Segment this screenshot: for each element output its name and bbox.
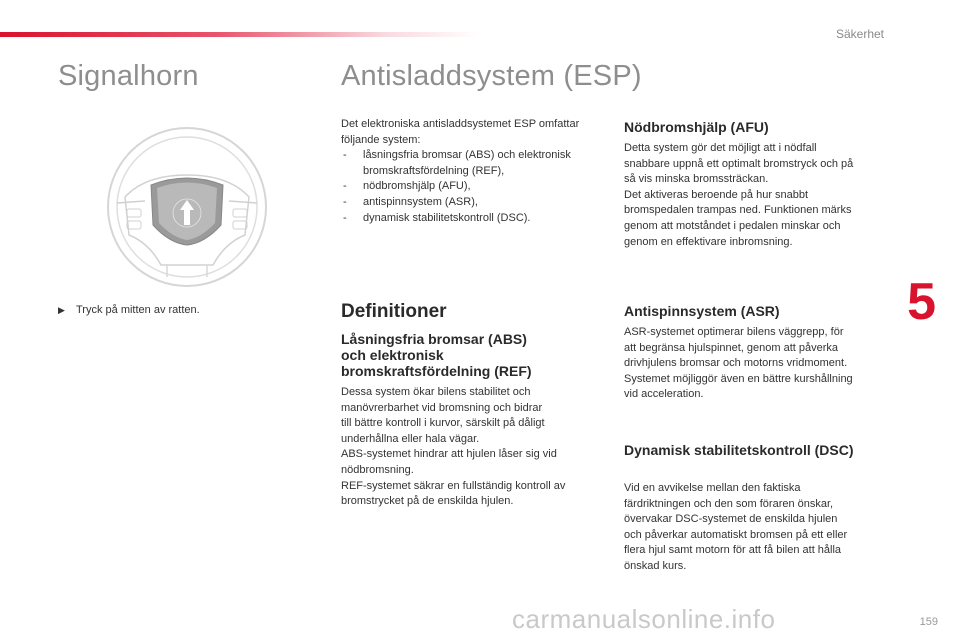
chapter-number: 5	[907, 273, 936, 331]
bullet-arrow-icon: ▶	[58, 305, 65, 315]
dsc-heading: Dynamisk stabilitetskontroll (DSC)	[624, 442, 854, 458]
abs-heading: Låsningsfria bromsar (ABS) och elektronisk bromskraftsfördelning (REF)	[341, 331, 532, 379]
esp-intro: Det elektroniska antisladdsystemet ESP omfattar följande system:	[341, 118, 580, 146]
page-number: 159	[919, 616, 938, 628]
esp-intro-block	[341, 117, 603, 226]
definitions-title: Definitioner	[341, 301, 447, 322]
esp-system-list	[341, 148, 603, 226]
abs-text: Dessa system ökar bilens stabilitet och manövrerbarhet vid bromsning och bidrar till bättre kontroll i kurvor, särskilt på dåligt underhållna eller hala vägar. ABS-systemet hindrar att hjulen låser sig vid nödbromsning. REF-systemet säkrar en fullständig kontroll av bromstrycket på de enskilda hjulen.	[341, 386, 566, 508]
esp-title: Antisladdsystem (ESP)	[341, 60, 642, 92]
steering-wheel-horn-icon	[105, 125, 269, 289]
section-label: Säkerhet	[835, 27, 884, 41]
afu-text: Detta system gör det möjligt att i nödfall snabbare uppnå ett optimalt bromstryck och på så vis minska bromssträckan. Det aktiveras beroende på hur snabbt bromspedalen trampas ned. Funktionen märks genom att motståndet i pedalen minskar och genom en effektivare inbromsning.	[624, 142, 854, 248]
list-item: - antispinnsystem (ASR),	[341, 195, 603, 211]
signalhorn-title: Signalhorn	[58, 60, 199, 92]
dsc-text: Vid en avvikelse mellan den faktiska färdriktningen och den som föraren önskar, övervakar DSC-systemet de enskilda hjulen och påverkar automatiskt bromsen på ett eller flera hjul samt motorn för att få bilen att hålla önskad kurs.	[624, 482, 848, 572]
watermark: carmanualsonline.info	[512, 604, 776, 634]
horn-instruction: ▶ Tryck på mitten av ratten.	[58, 304, 200, 316]
asr-text: ASR-systemet optimerar bilens väggrepp, för att begränsa hjulspinnet, genom att påverka drivhjulens bromsar och motorns vridmoment. Systemet möjliggör även en bättre kurshållning vid acceleration.	[624, 326, 853, 401]
list-item: - låsningsfria bromsar (ABS) och elektronisk bromskraftsfördelning (REF),	[341, 148, 603, 179]
asr-heading: Antispinnsystem (ASR)	[624, 303, 780, 319]
afu-heading: Nödbromshjälp (AFU)	[624, 119, 769, 135]
list-item: - dynamisk stabilitetskontroll (DSC).	[341, 211, 603, 227]
list-item: - nödbromshjälp (AFU),	[341, 179, 603, 195]
top-accent-bar	[0, 32, 480, 37]
